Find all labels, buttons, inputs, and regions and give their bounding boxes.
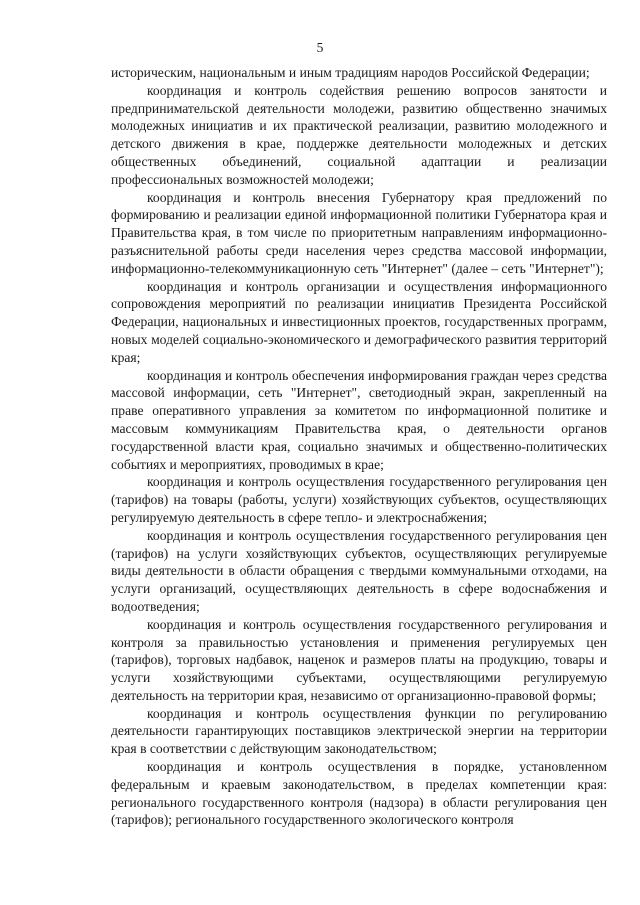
paragraph: координация и контроль обеспечения информирования граждан через средства массовой информации, сеть "Интернет", светодиодный экран, закрепленный на праве оперативного управления за комитетом по информационной политике и массовым коммуникациям Правительства края, о деятельности органов государственной власти края, социально значимых и общественно-политических событиях и мероприятиях, проводимых в крае;	[111, 367, 607, 472]
paragraph: координация и контроль организации и осуществления информационного сопровождения мероприятий по реализации инициатив Президента Российской Федерации, национальных и инвестиционных проектов, государственных программ, новых моделей социально-экономического и демографического развития территорий края;	[111, 278, 607, 365]
document-body	[111, 64, 607, 829]
page-number: 5	[316, 40, 324, 55]
paragraph: координация и контроль осуществления государственного регулирования и контроля за правильностью установления и применения регулируемых цен (тарифов), торговых надбавок, наценок и размеров платы на продукцию, товары и услуги хозяйствующими субъектами, осуществляющими регулируемую деятельность на территории края, независимо от организационно-правовой формы;	[111, 616, 607, 703]
paragraph: координация и контроль осуществления функции по регулированию деятельности гарантирующих поставщиков электрической энергии на территории края в соответствии с действующим законодательством;	[111, 705, 607, 757]
paragraph: координация и контроль содействия решению вопросов занятости и предпринимательской деятельности молодежи, развитию общественно значимых молодежных инициатив и их практической реализации, развитию молодежного и детского движения в крае, поддержке деятельности молодежных и детских общественных объединений, социальной адаптации и реализации профессиональных возможностей молодежи;	[111, 82, 607, 187]
paragraph: координация и контроль осуществления в порядке, установленном федеральным и краевым законодательством, в пределах компетенции края: регионального государственного контроля (надзора) в области регулирования цен (тарифов); регионального государственного экологического контроля	[111, 759, 607, 828]
paragraph: историческим, национальным и иным традициям народов Российской Федерации;	[111, 65, 590, 80]
paragraph: координация и контроль внесения Губернатору края предложений по формированию и реализации единой информационной политики Губернатора края и Правительства края, в том числе по приоритетным направлениям информационно-разъяснительной работы среди населения через средства массовой информации, информационно-телекоммуникационную сеть "Интернет" (далее – сеть "Интернет");	[111, 189, 607, 276]
paragraph: координация и контроль осуществления государственного регулирования цен (тарифов) на услуги хозяйствующих субъектов, осуществляющих регулируемые виды деятельности в области обращения с твердыми коммунальными отходами, на услуги организаций, осуществляющих деятельность в сфере водоснабжения и водоотведения;	[111, 527, 607, 614]
paragraph: координация и контроль осуществления государственного регулирования цен (тарифов) на товары (работы, услуги) хозяйствующих субъектов, осуществляющих регулируемую деятельность в сфере тепло- и электроснабжения;	[111, 474, 607, 525]
